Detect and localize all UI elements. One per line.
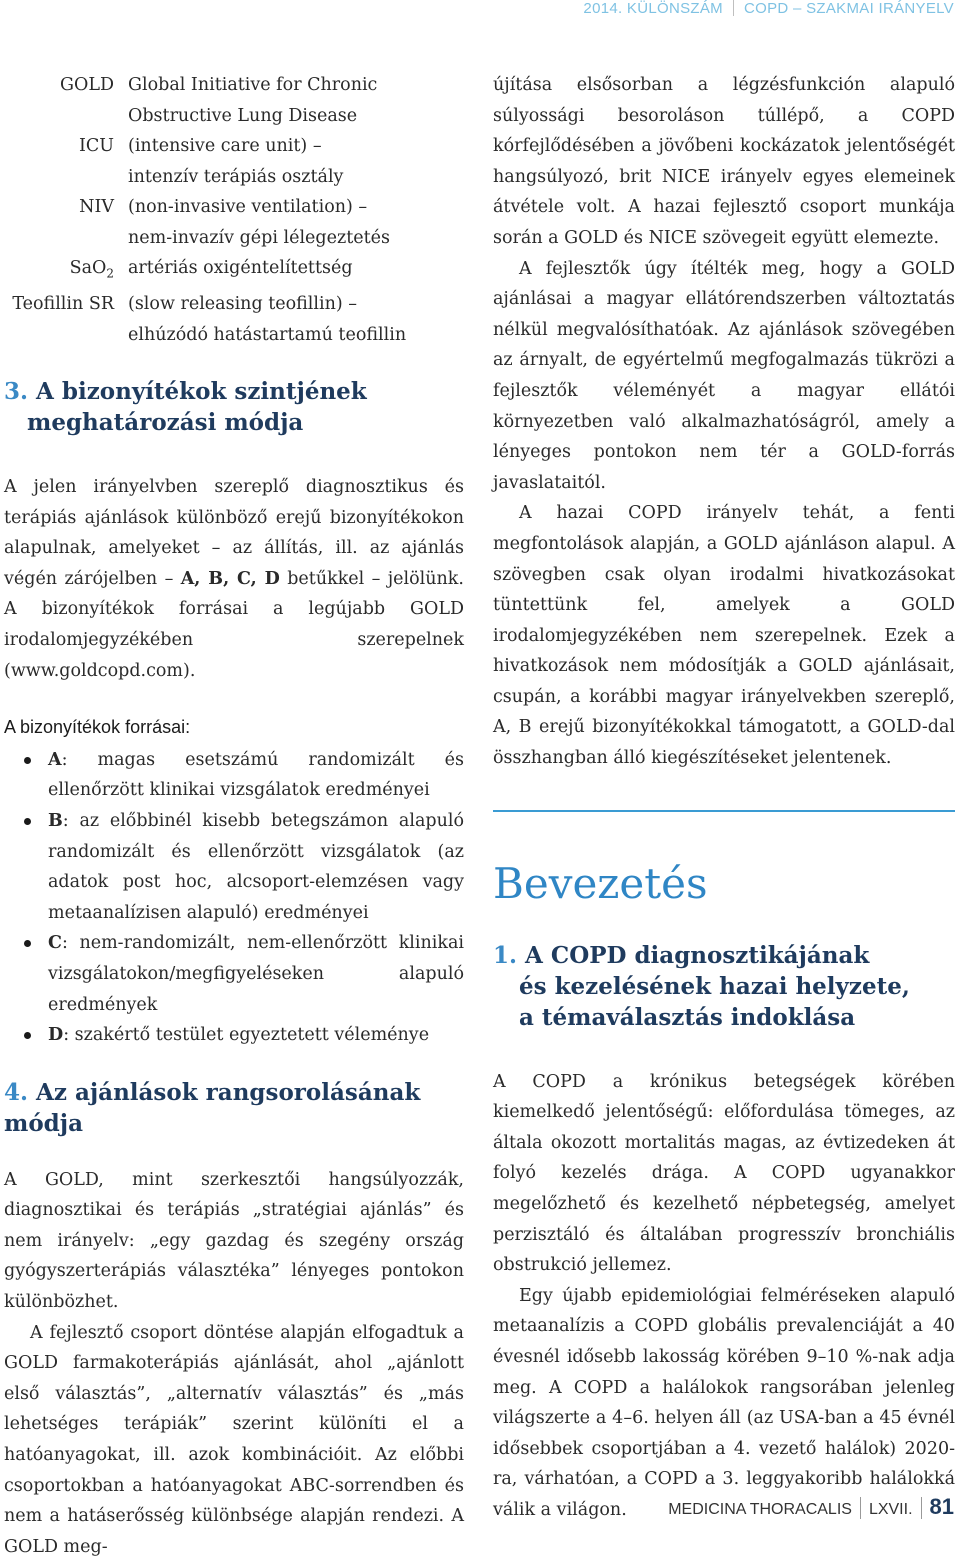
section-title-line: a témaválasztás indoklása xyxy=(519,1003,856,1031)
abbr-value xyxy=(128,289,464,350)
evidence-text: : szakértő testület egyeztetett véleménye xyxy=(63,1025,430,1046)
evidence-letters: A, B, C, D xyxy=(180,568,280,589)
paragraph: A hazai COPD irányelv tehát, a fenti megfontolások alapján, a GOLD ajánláson alapul. A szövegben csak olyan irodalmi hivatkozásokat tüntettünk fel, amelyek a GOLD irodalomjegyzékében nem szerepelnek. Ezek a hivatkozások nem módosítják a GOLD ajánlásait, csupán, a korábbi magyar irányelvekben szereplő, A, B erejű bizonyítékokkal támogatott, a GOLD-dal összhangban álló kiegészítéseket jelentenek. xyxy=(493,503,955,769)
section-number: 4. xyxy=(4,1078,29,1106)
body-text: A jelen irányelvben szereplő diagnosztikus és terápiás ajánlások különböző erejű bizonyítékokon alapulnak, amelyeket – az állítás, ill. az ajánlás végén zárójelben – xyxy=(4,477,464,589)
section-title-line: Az ajánlások rangsorolásának módja xyxy=(4,1078,421,1137)
chapter-heading: Bevezetés xyxy=(493,858,708,908)
body-text: betűkkel – jelölünk. A bizonyítékok forrásai a legújabb GOLD irodalomjegyzékében szerepelnek (www.goldcopd.com). xyxy=(4,568,464,681)
abbr-value-line: Global Initiative for Chronic xyxy=(128,75,378,95)
abbr-value xyxy=(128,253,464,289)
abbr-key xyxy=(4,253,128,289)
paragraph: újítása elsősorban a légzésfunkción alapuló súlyossági besoroláson túllépő, a COPD kórfejlődésében a jövőbeni kockázatok jelentőségét hangsúlyozó, brit NICE irányelv egyes elemeinek átvétele volt. A hazai fejlesztő csoport munkája során a GOLD és NICE szövegeit együtt elemezte. xyxy=(493,75,955,248)
subsection-heading xyxy=(493,940,955,1033)
abbreviation-list xyxy=(4,70,464,350)
abbr-key: ICU xyxy=(78,136,114,156)
abbr-value-line: (non-invasive ventilation) – xyxy=(128,197,368,217)
section-4-heading xyxy=(4,1077,464,1139)
section-number: 3. xyxy=(4,378,29,405)
abbr-row xyxy=(4,131,464,192)
abbr-key-text: SaO xyxy=(69,258,107,278)
section-title-line: A bizonyítékok szintjének xyxy=(36,378,367,405)
evidence-letter: D xyxy=(48,1025,64,1046)
header-section: COPD – SZAKMAI IRÁNYELV xyxy=(743,0,954,17)
abbr-key-subscript: 2 xyxy=(106,266,114,281)
abbr-value xyxy=(128,192,464,253)
sources-title: A bizonyítékok forrásai: xyxy=(4,717,191,738)
section-title-line: és kezelésének hazai helyzete, xyxy=(519,972,910,1000)
footer-divider xyxy=(860,1497,861,1519)
footer-journal: MEDICINA THORACALIS xyxy=(668,1501,852,1518)
section-3-body xyxy=(4,472,464,686)
page-number: 81 xyxy=(929,1494,954,1519)
paragraph: Egy újabb epidemiológiai felméréseken alapuló metaanalízis a COPD globális prevalenciáját a 40 évesnél idősebb lakosság körében 9–10 %-nak adja meg. A COPD a halálokok rangsorában jelenleg világszerte a 4–6. helyen áll (az USA-ban a 45 évnél idősebbek csoportjában a 4. vezető halálok) 2020-ra, várhatóan, a COPD a 3. leggyakoribb halálokká válik a világon. xyxy=(493,1285,955,1520)
list-item xyxy=(4,806,464,928)
abbr-value-line: Obstructive Lung Disease xyxy=(128,105,358,126)
evidence-letter: B xyxy=(48,810,63,831)
right-column xyxy=(493,70,955,1526)
abbr-value xyxy=(128,131,464,192)
paragraph: A fejlesztők úgy ítélték meg, hogy a GOLD ajánlásai a magyar ellátórendszerben változtatás nélkül megvalósíthatóak. Az ajánlások szövegében az árnyalt, de egyértelmű megfogalmazás tükrözi a fejlesztők véleményét a magyar ellátói környezetben való alkalmazhatóságról, amely a lényeges pontokon nem tér a GOLD-forrás javaslataitól. xyxy=(493,258,955,493)
header-issue: 2014. KÜLÖNSZÁM xyxy=(583,0,723,17)
abbr-value-line: elhúzódó hatástartamú teofillin xyxy=(128,324,407,345)
list-item xyxy=(4,745,464,806)
running-header xyxy=(583,0,954,24)
evidence-text: : az előbbinél kisebb betegszámon alapuló randomizált és ellenőrzött vizsgálatok (az adatok post hoc, alcsoport-elemzésen vagy metaanalízisen alapuló) eredményei xyxy=(48,810,464,923)
evidence-text: : magas esetszámú randomizált és ellenőrzött klinikai vizsgálatok eredményei xyxy=(48,749,464,801)
evidence-text: : nem-randomizált, nem-ellenőrzött klinikai vizsgálatokon/megfigyeléseken alapuló eredmények xyxy=(48,933,464,1015)
section-title-line: meghatározási módja xyxy=(27,409,304,436)
paragraph: A COPD a krónikus betegségek körében kiemelkedő jelentőségű: előfordulása tömeges, az általa okozott mortalitás magas, az évtizedeken át folyó kezelés drága. A COPD ugyanakkor megelőzhető és kezelhető népbetegség, amelyet perzisztáló és általában progresszív bronchiális obstrukció jellemez. xyxy=(493,1071,955,1276)
abbr-value-line: nem-invazív gépi lélegeztetés xyxy=(128,227,390,248)
section-divider xyxy=(493,810,955,812)
section-number: 1. xyxy=(493,941,518,969)
abbr-row xyxy=(4,253,464,289)
abbr-row xyxy=(4,70,464,131)
evidence-letter: C xyxy=(48,933,62,954)
abbr-value-line: (intensive care unit) – xyxy=(128,136,322,156)
evidence-source-list xyxy=(4,745,464,1051)
evidence-letter: A xyxy=(48,749,62,770)
abbr-key: Teofillin SR xyxy=(12,294,114,314)
list-item xyxy=(4,1020,464,1051)
section-title-line: A COPD diagnosztikájának xyxy=(525,941,870,969)
abbr-value-line: intenzív terápiás osztály xyxy=(128,166,344,187)
abbr-row xyxy=(4,192,464,253)
footer-volume: LXVII. xyxy=(868,1501,913,1518)
abbr-value xyxy=(128,70,464,131)
abbr-key: NIV xyxy=(79,197,114,217)
list-item xyxy=(4,928,464,1020)
abbr-row xyxy=(4,289,464,350)
running-footer xyxy=(668,1494,954,1524)
abbr-value-line: artériás oxigéntelítettség xyxy=(128,258,353,278)
section-3-heading xyxy=(4,376,464,438)
left-column xyxy=(4,70,464,1562)
header-divider xyxy=(733,0,734,16)
abbr-key: GOLD xyxy=(60,75,114,95)
abbr-value-line: (slow releasing teofillin) – xyxy=(128,294,358,314)
section-4-paragraph: A GOLD, mint szerkesztői hangsúlyozzák, diagnosztikai és terápiás „stratégiai ajánlás” és nem irányelv: „egy gazdag és szegény ország gyógyszerterápiás választéka” lényeges pontokon különbözhet. xyxy=(4,1169,464,1313)
footer-divider xyxy=(921,1497,922,1519)
section-4-paragraph: A fejlesztő csoport döntése alapján elfogadtuk a GOLD farmakoterápiás ajánlását, ahol „ajánlott első választás”, „alternatív választás” és „más lehetséges terápiák” szerint különíti el a hatóanyagokat, ill. azok kombinációit. Az előbbi csoportokban a hatóanyagokat ABC-sorrendben és nem a hatáserősség különbsége alapján rendezi. A GOLD meg- xyxy=(4,1322,464,1557)
